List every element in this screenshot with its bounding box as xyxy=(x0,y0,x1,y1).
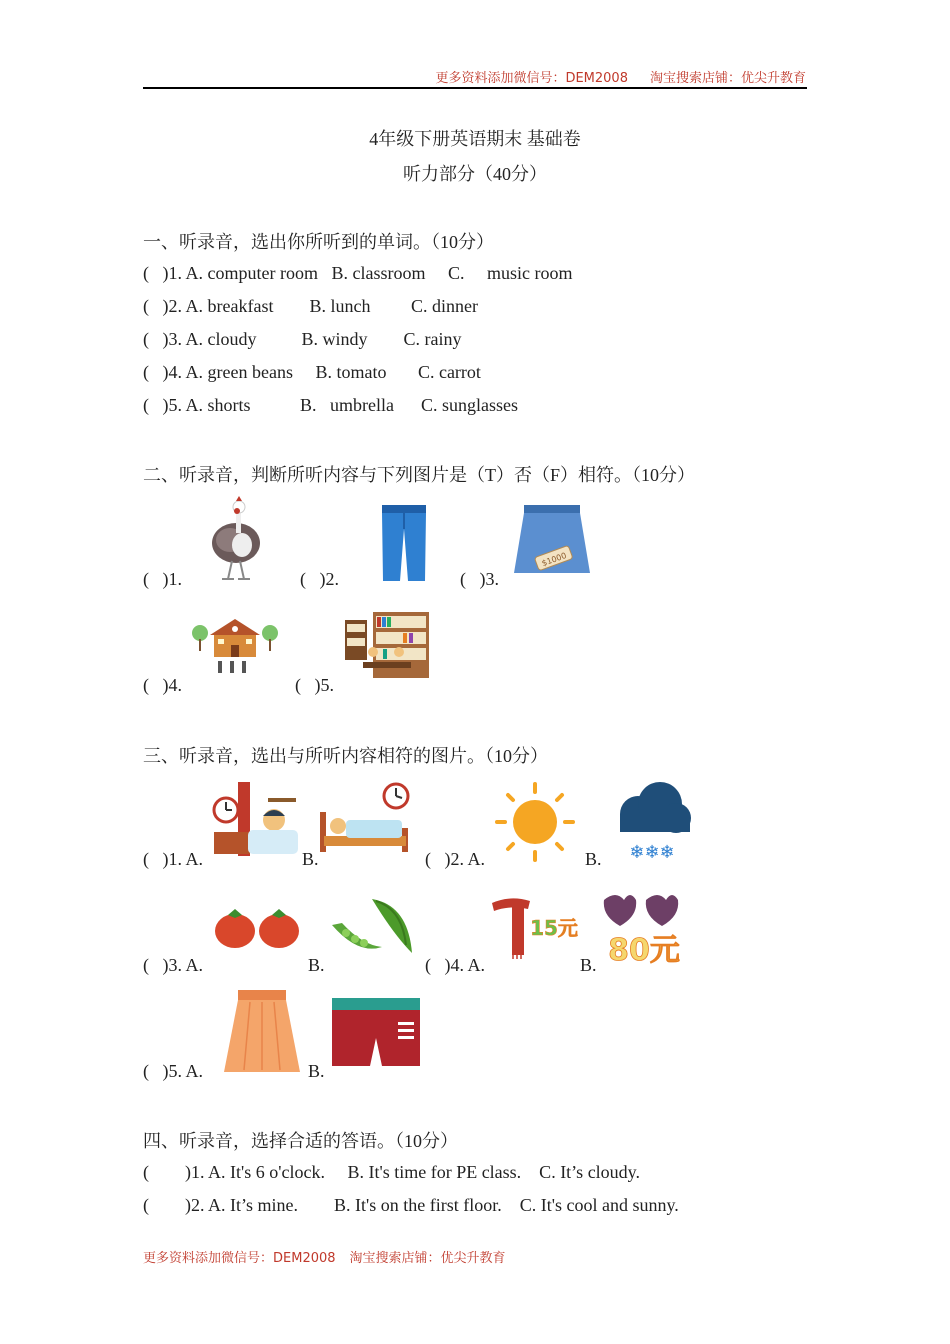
s3-q2-label: ( )2. A. xyxy=(425,849,485,869)
waking-up-picture xyxy=(208,780,300,858)
s1-question-1: ( )1. A. computer room B. classroom C. music room xyxy=(143,263,573,283)
header-shop: 淘宝搜索店铺：优尖升教育 xyxy=(649,71,806,86)
s1-question-5: ( )5. A. shorts B. umbrella C. sunglasses xyxy=(143,395,518,415)
green-beans-picture xyxy=(328,895,414,957)
header-wechat: 更多资料添加微信号：DEM2008 xyxy=(435,71,628,86)
s2-q2-label: ( )2. xyxy=(300,569,339,589)
scarf-price-text: 15元 xyxy=(530,916,578,940)
s3-q5-b-label: B. xyxy=(308,1061,325,1081)
skirt-picture xyxy=(512,505,592,577)
footer-shop: 淘宝搜索店铺：优尖升教育 xyxy=(349,1251,506,1266)
shorts-picture xyxy=(330,998,422,1068)
s4-question-2: ( )2. A. It’s mine. B. It's on the first floor. C. It's cool and sunny. xyxy=(143,1195,679,1215)
section2-heading: 二、听录音，判断所听内容与下列图片是（T）否（F）相符。（10分） xyxy=(143,465,696,485)
section4-heading: 四、听录音，选择合适的答语。（10分） xyxy=(143,1131,458,1151)
s2-q1-label: ( )1. xyxy=(143,569,182,589)
s3-q5-label: ( )5. A. xyxy=(143,1061,203,1081)
snowy-picture xyxy=(610,780,694,864)
s3-q2-b-label: B. xyxy=(585,849,602,869)
sleeping-picture xyxy=(318,782,410,856)
library-picture xyxy=(343,610,431,682)
svg-text:❄❄❄: ❄❄❄ xyxy=(629,842,675,863)
s1-question-2: ( )2. A. breakfast B. lunch C. dinner xyxy=(143,296,478,316)
footer-wechat: 更多资料添加微信号：DEM2008 xyxy=(143,1251,336,1266)
jeans-picture xyxy=(380,505,428,583)
s3-q1-b-label: B. xyxy=(302,849,319,869)
s3-q1-label: ( )1. A. xyxy=(143,849,203,869)
scarf-picture xyxy=(490,895,580,961)
page-subtitle: 听力部分（40分） xyxy=(403,164,547,184)
sunny-picture xyxy=(493,780,577,864)
turkey-picture xyxy=(200,495,270,585)
s3-q3-label: ( )3. A. xyxy=(143,955,203,975)
page-footer xyxy=(143,1247,506,1266)
s2-q3-label: ( )3. xyxy=(460,569,499,589)
s3-q4-b-label: B. xyxy=(580,955,597,975)
s4-question-1: ( )1. A. It's 6 o'clock. B. It's time for PE class. C. It’s cloudy. xyxy=(143,1162,641,1182)
price-tag-text: $1000 xyxy=(540,550,568,569)
s3-q4-label: ( )4. A. xyxy=(425,955,485,975)
header-rule xyxy=(143,87,807,89)
section1-heading: 一、听录音，选出你所听到的单词。（10分） xyxy=(143,232,494,252)
s2-q4-label: ( )4. xyxy=(143,675,182,695)
s3-q3-b-label: B. xyxy=(308,955,325,975)
tomatoes-picture xyxy=(213,905,303,950)
s2-q5-label: ( )5. xyxy=(295,675,334,695)
orange-skirt-picture xyxy=(222,990,302,1074)
gloves-picture xyxy=(600,888,686,968)
page-title: 4年级下册英语期末 基础卷 xyxy=(369,129,581,149)
page-header xyxy=(413,67,806,86)
gloves-price-text: 80元 xyxy=(608,933,680,968)
s1-question-3: ( )3. A. cloudy B. windy C. rainy xyxy=(143,329,462,349)
s1-question-4: ( )4. A. green beans B. tomato C. carrot xyxy=(143,362,481,382)
section3-heading: 三、听录音，选出与所听内容相符的图片。（10分） xyxy=(143,746,548,766)
school-picture xyxy=(190,615,280,677)
